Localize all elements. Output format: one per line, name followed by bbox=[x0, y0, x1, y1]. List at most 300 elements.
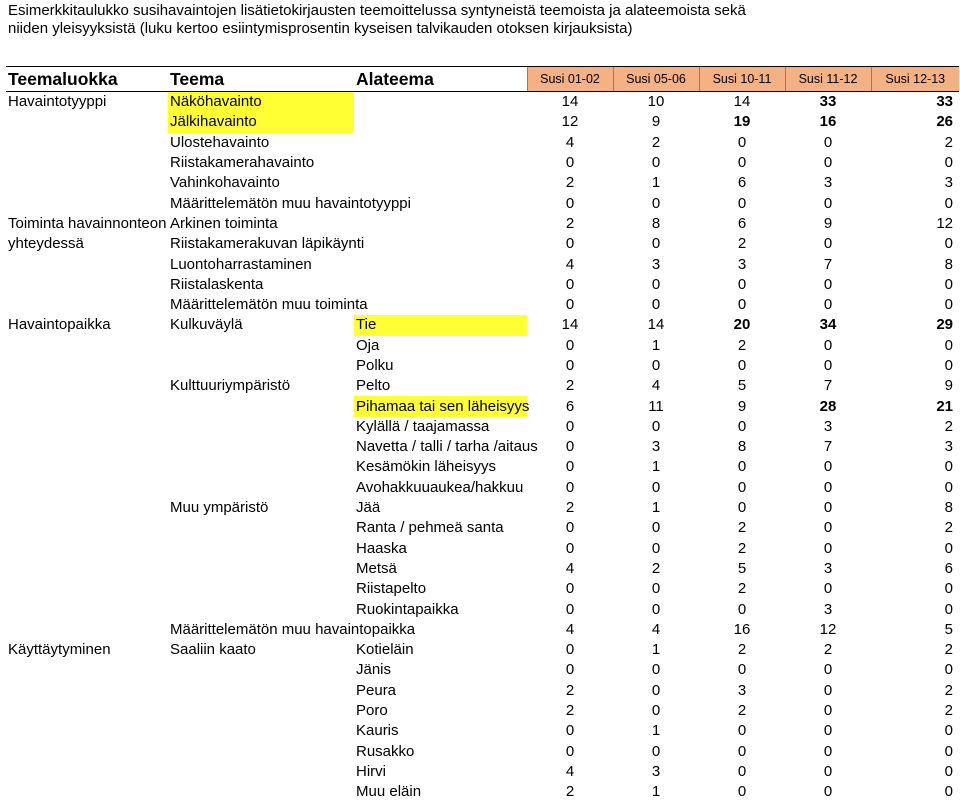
cell-value: 2 bbox=[944, 417, 953, 435]
cell-alateema bbox=[354, 92, 527, 113]
cell-value: 0 bbox=[737, 661, 747, 679]
cell-teema bbox=[168, 742, 354, 762]
header-season: Susi 10-11 bbox=[699, 67, 785, 92]
cell-value: 0 bbox=[823, 539, 833, 557]
cell-value: 0 bbox=[737, 194, 747, 212]
cell-teema bbox=[168, 518, 354, 538]
cell-value: 0 bbox=[823, 499, 833, 517]
cell-teemaluokka: yhteydessä bbox=[8, 235, 84, 253]
cell-teema bbox=[168, 721, 354, 741]
cell-value: 2 bbox=[737, 702, 747, 720]
cell-value: 0 bbox=[944, 336, 953, 354]
cell-value: 2 bbox=[944, 133, 953, 151]
cell-value: 0 bbox=[565, 580, 575, 598]
cell-value: 0 bbox=[565, 519, 575, 537]
cell-value: 0 bbox=[944, 296, 953, 314]
cell-alateema: Riistapelto bbox=[356, 580, 427, 598]
cell-value: 0 bbox=[823, 783, 833, 801]
cell-teema: Ulostehavainto bbox=[170, 133, 270, 151]
cell-value: 3 bbox=[737, 255, 747, 273]
table-row bbox=[6, 193, 959, 213]
cell-value: 0 bbox=[737, 478, 747, 496]
cell-value: 0 bbox=[823, 133, 833, 151]
table-row bbox=[6, 478, 959, 498]
cell-value: 2 bbox=[944, 702, 953, 720]
cell-value: 3 bbox=[651, 438, 661, 456]
cell-value: 1 bbox=[651, 458, 661, 476]
cell-value: 0 bbox=[944, 458, 953, 476]
cell-alateema bbox=[354, 112, 527, 132]
header-season: Susi 11-12 bbox=[785, 67, 871, 92]
cell-teema bbox=[168, 782, 354, 802]
cell-teemaluokka bbox=[6, 782, 168, 802]
cell-teemaluokka: Toiminta havainnonteon bbox=[8, 214, 167, 232]
cell-teema: Riistalaskenta bbox=[170, 275, 264, 293]
cell-value: 4 bbox=[565, 620, 575, 638]
cell-value: 1 bbox=[651, 499, 661, 517]
cell-value: 3 bbox=[823, 600, 833, 618]
cell-alateema: Rusakko bbox=[356, 742, 415, 760]
cell-value: 9 bbox=[651, 113, 661, 131]
cell-value: 14 bbox=[733, 93, 751, 111]
cell-teema: Arkinen toiminta bbox=[170, 214, 278, 232]
cell-value: 8 bbox=[944, 255, 953, 273]
cell-value: 34 bbox=[819, 316, 837, 334]
cell-alateema: Metsä bbox=[356, 559, 397, 577]
cell-value: 4 bbox=[565, 255, 575, 273]
cell-value: 0 bbox=[823, 702, 833, 720]
cell-teema bbox=[168, 437, 354, 457]
cell-teema bbox=[168, 701, 354, 721]
cell-value: 0 bbox=[651, 235, 661, 253]
cell-value: 2 bbox=[737, 539, 747, 557]
table-row bbox=[6, 559, 959, 579]
table-row bbox=[6, 112, 959, 132]
table-row bbox=[6, 599, 959, 619]
cell-alateema: Kotieläin bbox=[356, 641, 414, 659]
cell-value: 4 bbox=[565, 133, 575, 151]
cell-value: 3 bbox=[737, 681, 747, 699]
cell-value: 4 bbox=[651, 377, 661, 395]
cell-teema: Riistakamerahavainto bbox=[170, 154, 315, 172]
cell-alateema: Ruokintapaikka bbox=[356, 600, 459, 618]
cell-value: 0 bbox=[651, 600, 661, 618]
cell-teemaluokka bbox=[6, 478, 168, 498]
cell-value: 20 bbox=[733, 316, 751, 334]
table-row bbox=[6, 234, 959, 254]
cell-value: 7 bbox=[823, 438, 833, 456]
table-row bbox=[6, 356, 959, 376]
table-row bbox=[6, 620, 959, 640]
cell-teema: Jälkihavainto bbox=[168, 112, 354, 132]
title-line-1: Esimerkkitaulukko susihavaintojen lisätietokirjausten teemoittelussa syntyneistä teemoista ja alateemoista sekä bbox=[8, 2, 746, 19]
cell-value: 7 bbox=[823, 377, 833, 395]
table-row bbox=[6, 173, 959, 193]
cell-value: 8 bbox=[651, 214, 661, 232]
cell-alateema: Poro bbox=[356, 702, 388, 720]
cell-alateema bbox=[354, 173, 527, 193]
cell-teemaluokka bbox=[6, 173, 168, 193]
cell-value: 0 bbox=[823, 742, 833, 760]
table-row bbox=[6, 315, 959, 335]
cell-alateema: Kauris bbox=[356, 722, 399, 740]
cell-value: 0 bbox=[651, 742, 661, 760]
cell-teema bbox=[168, 539, 354, 559]
cell-value: 6 bbox=[737, 214, 747, 232]
cell-value: 2 bbox=[944, 519, 953, 537]
cell-value: 12 bbox=[561, 113, 579, 131]
page-title bbox=[8, 2, 948, 38]
cell-value: 0 bbox=[823, 154, 833, 172]
cell-value: 11 bbox=[648, 397, 664, 415]
cell-alateema: Ranta / pehmeä santa bbox=[356, 519, 504, 537]
cell-value: 2 bbox=[565, 174, 575, 192]
cell-value: 0 bbox=[823, 336, 833, 354]
cell-teema bbox=[168, 396, 354, 416]
cell-teemaluokka bbox=[6, 376, 168, 396]
cell-alateema: Avohakkuuaukea/hakkuu bbox=[356, 478, 524, 496]
cell-teemaluokka bbox=[6, 559, 168, 579]
table-row bbox=[6, 92, 959, 113]
cell-value: 0 bbox=[651, 417, 661, 435]
cell-alateema: Peura bbox=[356, 681, 397, 699]
cell-teemaluokka: Havaintotyyppi bbox=[8, 93, 107, 111]
header-season: Susi 01-02 bbox=[527, 67, 613, 92]
cell-value: 2 bbox=[944, 641, 953, 659]
cell-value: 0 bbox=[651, 296, 661, 314]
cell-value: 0 bbox=[565, 235, 575, 253]
table-row bbox=[6, 254, 959, 274]
cell-teemaluokka bbox=[6, 742, 168, 762]
table-row bbox=[6, 153, 959, 173]
cell-value: 0 bbox=[944, 661, 953, 679]
cell-alateema: Kylällä / taajamassa bbox=[356, 417, 490, 435]
cell-teemaluokka bbox=[6, 112, 168, 132]
cell-teema bbox=[168, 660, 354, 680]
cell-value: 28 bbox=[819, 397, 837, 415]
cell-teemaluokka bbox=[6, 498, 168, 518]
cell-value: 3 bbox=[944, 174, 953, 192]
table-row bbox=[6, 336, 959, 356]
cell-value: 0 bbox=[651, 154, 661, 172]
cell-value: 2 bbox=[565, 783, 575, 801]
cell-value: 2 bbox=[737, 641, 747, 659]
cell-value: 0 bbox=[565, 336, 575, 354]
table-row bbox=[6, 133, 959, 153]
cell-alateema bbox=[354, 133, 527, 153]
table-row bbox=[6, 437, 959, 457]
table-row bbox=[6, 396, 959, 416]
header-row bbox=[6, 67, 959, 92]
cell-value: 14 bbox=[561, 316, 579, 334]
cell-value: 0 bbox=[737, 154, 747, 172]
cell-teemaluokka bbox=[6, 193, 168, 213]
cell-value: 0 bbox=[737, 783, 747, 801]
cell-alateema: Jää bbox=[356, 499, 381, 517]
cell-value: 0 bbox=[737, 133, 747, 151]
cell-value: 12 bbox=[936, 214, 953, 232]
cell-value: 10 bbox=[647, 93, 665, 111]
cell-value: 2 bbox=[565, 499, 575, 517]
cell-value: 5 bbox=[737, 377, 747, 395]
cell-teemaluokka bbox=[6, 660, 168, 680]
cell-value: 0 bbox=[823, 580, 833, 598]
table-row bbox=[6, 275, 959, 295]
table-row bbox=[6, 518, 959, 538]
cell-alateema: Oja bbox=[356, 336, 380, 354]
table-row bbox=[6, 539, 959, 559]
cell-value: 0 bbox=[651, 357, 661, 374]
cell-value: 0 bbox=[565, 539, 575, 557]
cell-value: 0 bbox=[823, 357, 833, 374]
title-line-2: niiden yleisyyksistä (luku kertoo esiintymisprosentin kyseisen talvikauden otoksen kirjauksista) bbox=[8, 20, 633, 37]
cell-value: 2 bbox=[565, 377, 575, 395]
cell-teema bbox=[168, 356, 354, 376]
cell-value: 4 bbox=[565, 559, 575, 577]
table-row bbox=[6, 640, 959, 660]
cell-value: 14 bbox=[561, 93, 579, 111]
cell-value: 0 bbox=[565, 722, 575, 740]
cell-value: 0 bbox=[651, 478, 661, 496]
table-row bbox=[6, 214, 959, 234]
cell-teemaluokka bbox=[6, 579, 168, 599]
cell-value: 0 bbox=[823, 762, 833, 780]
cell-alateema: Hirvi bbox=[356, 762, 386, 780]
cell-teema bbox=[168, 579, 354, 599]
table-row bbox=[6, 579, 959, 599]
cell-value: 0 bbox=[565, 641, 575, 659]
cell-alateema bbox=[354, 153, 527, 173]
cell-value: 2 bbox=[737, 519, 747, 537]
cell-value: 0 bbox=[737, 417, 747, 435]
cell-value: 0 bbox=[944, 539, 953, 557]
cell-value: 8 bbox=[944, 499, 953, 517]
cell-teema: Riistakamerakuvan läpikäynti bbox=[170, 235, 365, 253]
cell-teema bbox=[168, 681, 354, 701]
header-alateema: Alateema bbox=[354, 67, 527, 92]
cell-teemaluokka bbox=[6, 254, 168, 274]
cell-value: 0 bbox=[565, 600, 575, 618]
cell-value: 0 bbox=[651, 681, 661, 699]
cell-teema bbox=[168, 457, 354, 477]
cell-value: 16 bbox=[733, 620, 751, 638]
cell-teemaluokka bbox=[6, 518, 168, 538]
cell-value: 0 bbox=[565, 742, 575, 760]
cell-value: 0 bbox=[651, 539, 661, 557]
cell-teemaluokka bbox=[6, 356, 168, 376]
cell-value: 0 bbox=[823, 661, 833, 679]
cell-value: 0 bbox=[944, 235, 953, 253]
cell-teema: Määrittelemätön muu toiminta bbox=[170, 296, 368, 314]
header-season: Susi 12-13 bbox=[871, 67, 959, 92]
cell-value: 3 bbox=[823, 174, 833, 192]
cell-teema bbox=[168, 336, 354, 356]
cell-teemaluokka bbox=[6, 721, 168, 741]
cell-value: 0 bbox=[651, 661, 661, 679]
cell-value: 0 bbox=[823, 235, 833, 253]
cell-value: 0 bbox=[565, 458, 575, 476]
cell-value: 0 bbox=[823, 458, 833, 476]
cell-value: 0 bbox=[737, 458, 747, 476]
cell-teemaluokka: Käyttäytyminen bbox=[8, 641, 111, 659]
cell-value: 8 bbox=[737, 438, 747, 456]
cell-value: 0 bbox=[823, 519, 833, 537]
cell-value: 9 bbox=[944, 377, 953, 395]
cell-alateema: Tie bbox=[354, 315, 527, 335]
header-teemaluokka: Teemaluokka bbox=[6, 67, 168, 92]
cell-teema: Määrittelemätön muu havaintotyyppi bbox=[170, 194, 411, 212]
cell-value: 2 bbox=[565, 702, 575, 720]
cell-teema: Muu ympäristö bbox=[170, 499, 269, 517]
table-row bbox=[6, 295, 959, 315]
cell-value: 3 bbox=[944, 438, 953, 456]
cell-value: 0 bbox=[944, 580, 953, 598]
cell-value: 0 bbox=[651, 702, 661, 720]
cell-value: 0 bbox=[944, 357, 953, 374]
table-row bbox=[6, 660, 959, 680]
cell-value: 0 bbox=[823, 296, 833, 314]
cell-value: 0 bbox=[565, 154, 575, 172]
cell-value: 2 bbox=[944, 681, 953, 699]
cell-value: 9 bbox=[823, 214, 833, 232]
cell-value: 1 bbox=[651, 722, 661, 740]
header-season: Susi 05-06 bbox=[613, 67, 699, 92]
cell-value: 1 bbox=[651, 174, 661, 192]
cell-value: 0 bbox=[651, 194, 661, 212]
cell-teemaluokka bbox=[6, 457, 168, 477]
cell-value: 0 bbox=[737, 296, 747, 314]
cell-value: 0 bbox=[565, 417, 575, 435]
cell-value: 0 bbox=[565, 275, 575, 293]
cell-teemaluokka bbox=[6, 417, 168, 437]
cell-value: 2 bbox=[823, 641, 833, 659]
cell-value: 5 bbox=[944, 620, 953, 638]
cell-alateema: Kesämökin läheisyys bbox=[356, 458, 497, 476]
table-row bbox=[6, 782, 959, 802]
cell-value: 0 bbox=[944, 478, 953, 496]
cell-value: 0 bbox=[737, 742, 747, 760]
cell-value: 0 bbox=[737, 357, 747, 374]
cell-value: 0 bbox=[737, 722, 747, 740]
cell-value: 0 bbox=[565, 357, 575, 374]
cell-value: 3 bbox=[823, 559, 833, 577]
cell-value: 0 bbox=[823, 681, 833, 699]
cell-value: 3 bbox=[651, 255, 661, 273]
cell-value: 2 bbox=[737, 580, 747, 598]
cell-alateema bbox=[354, 234, 527, 254]
cell-value: 0 bbox=[823, 722, 833, 740]
cell-value: 2 bbox=[737, 235, 747, 253]
cell-value: 0 bbox=[944, 783, 953, 801]
cell-alateema: Polku bbox=[356, 357, 394, 374]
cell-alateema bbox=[354, 295, 527, 315]
cell-teema bbox=[168, 478, 354, 498]
cell-teema: Määrittelemätön muu havaintopaikka bbox=[170, 620, 416, 638]
cell-value: 0 bbox=[823, 478, 833, 496]
cell-value: 9 bbox=[737, 397, 747, 415]
cell-value: 0 bbox=[737, 762, 747, 780]
cell-teemaluokka bbox=[6, 599, 168, 619]
cell-value: 0 bbox=[944, 742, 953, 760]
cell-value: 3 bbox=[651, 762, 661, 780]
cell-alateema: Pelto bbox=[356, 377, 391, 395]
cell-value: 21 bbox=[936, 397, 953, 415]
cell-alateema: Haaska bbox=[356, 539, 407, 557]
cell-teema: Luontoharrastaminen bbox=[170, 255, 312, 273]
cell-value: 0 bbox=[944, 194, 953, 212]
table-row bbox=[6, 417, 959, 437]
cell-value: 7 bbox=[823, 255, 833, 273]
cell-value: 33 bbox=[936, 93, 953, 111]
cell-value: 29 bbox=[936, 316, 953, 334]
theme-table bbox=[6, 66, 959, 802]
cell-value: 0 bbox=[944, 600, 953, 618]
cell-teemaluokka bbox=[6, 762, 168, 782]
cell-value: 0 bbox=[944, 762, 953, 780]
cell-value: 0 bbox=[737, 275, 747, 293]
cell-value: 4 bbox=[651, 620, 661, 638]
cell-value: 3 bbox=[823, 417, 833, 435]
cell-value: 0 bbox=[565, 661, 575, 679]
table-row bbox=[6, 376, 959, 396]
cell-alateema bbox=[354, 254, 527, 274]
cell-value: 1 bbox=[651, 783, 661, 801]
cell-value: 0 bbox=[651, 519, 661, 537]
cell-value: 0 bbox=[565, 478, 575, 496]
cell-alateema: Pihamaa tai sen läheisyys bbox=[354, 396, 527, 416]
cell-value: 0 bbox=[823, 194, 833, 212]
cell-teemaluokka bbox=[6, 295, 168, 315]
cell-alateema bbox=[354, 275, 527, 295]
cell-value: 0 bbox=[737, 600, 747, 618]
cell-value: 6 bbox=[737, 174, 747, 192]
cell-teema: Vahinkohavainto bbox=[170, 174, 280, 192]
table-row bbox=[6, 742, 959, 762]
cell-value: 33 bbox=[819, 93, 837, 111]
cell-teema: Näköhavainto bbox=[168, 92, 354, 113]
cell-value: 2 bbox=[651, 559, 661, 577]
cell-teemaluokka bbox=[6, 539, 168, 559]
cell-teema bbox=[168, 599, 354, 619]
cell-teemaluokka bbox=[6, 396, 168, 416]
cell-value: 0 bbox=[944, 154, 953, 172]
table-row bbox=[6, 701, 959, 721]
table-row bbox=[6, 498, 959, 518]
cell-value: 0 bbox=[737, 499, 747, 517]
table-row bbox=[6, 762, 959, 782]
cell-alateema bbox=[354, 214, 527, 234]
cell-value: 0 bbox=[565, 194, 575, 212]
cell-alateema: Jänis bbox=[356, 661, 392, 679]
cell-value: 14 bbox=[647, 316, 665, 334]
cell-value: 0 bbox=[651, 580, 661, 598]
cell-teemaluokka bbox=[6, 620, 168, 640]
cell-value: 1 bbox=[651, 641, 661, 659]
cell-value: 0 bbox=[944, 275, 953, 293]
table-row bbox=[6, 681, 959, 701]
table-row bbox=[6, 457, 959, 477]
cell-value: 2 bbox=[565, 681, 575, 699]
cell-teemaluokka bbox=[6, 701, 168, 721]
cell-teema bbox=[168, 559, 354, 579]
cell-teema bbox=[168, 417, 354, 437]
cell-value: 2 bbox=[565, 214, 575, 232]
cell-teemaluokka bbox=[6, 336, 168, 356]
cell-teema bbox=[168, 762, 354, 782]
cell-teemaluokka bbox=[6, 275, 168, 295]
cell-teema: Saaliin kaato bbox=[170, 641, 256, 659]
cell-alateema: Muu eläin bbox=[356, 783, 422, 801]
